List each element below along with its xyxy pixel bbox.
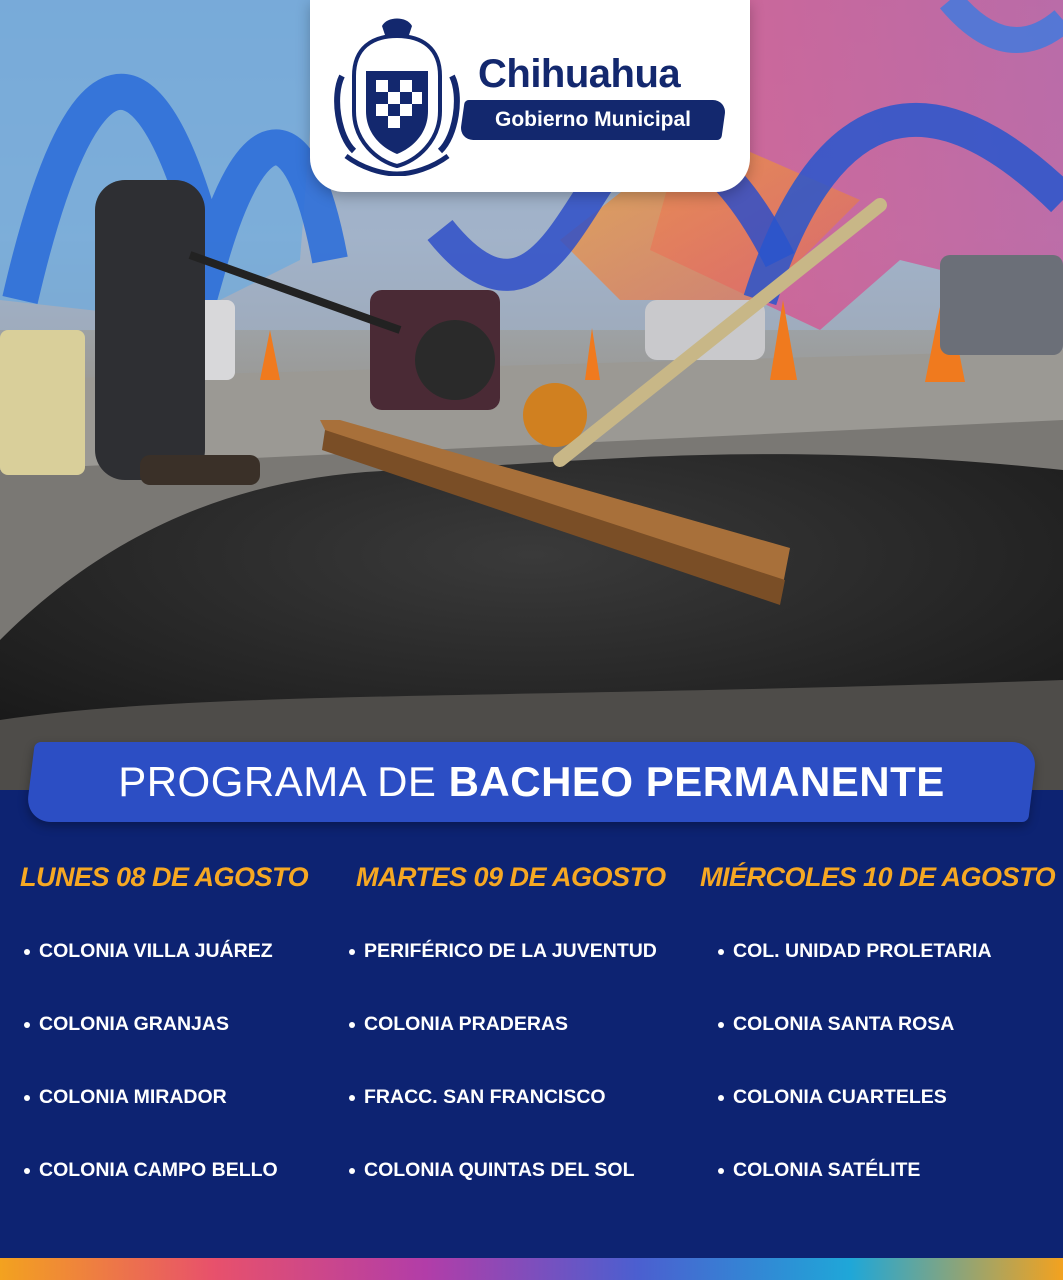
- brand-name: Chihuahua: [478, 52, 681, 96]
- list-item: COLONIA VILLA JUÁREZ: [24, 940, 278, 1013]
- brand-subtitle: Gobierno Municipal: [494, 108, 691, 131]
- brand-subtitle-badge: [459, 100, 727, 140]
- list-item: COLONIA QUINTAS DEL SOL: [349, 1159, 657, 1232]
- rainbow-footer-stripe: [0, 1258, 1063, 1280]
- list-item: COLONIA MIRADOR: [24, 1086, 278, 1159]
- fuel-canister: [0, 330, 85, 475]
- schedule-column-tuesday: [356, 862, 666, 1181]
- coat-of-arms-icon: [332, 16, 462, 176]
- day-heading: MIÉRCOLES 10 DE AGOSTO: [700, 862, 1056, 892]
- list-item: COL. UNIDAD PROLETARIA: [718, 940, 992, 1013]
- schedule-column-wednesday: [700, 862, 1056, 1181]
- traffic-cone: [260, 330, 280, 380]
- location-list: [349, 940, 657, 1232]
- day-heading: LUNES 08 DE AGOSTO: [20, 862, 309, 892]
- banner-title: [30, 742, 1033, 822]
- parked-truck: [940, 255, 1063, 355]
- traffic-cone: [585, 328, 600, 380]
- location-list: [718, 940, 992, 1232]
- location-list: [24, 940, 278, 1232]
- list-item: COLONIA CAMPO BELLO: [24, 1159, 278, 1232]
- banner-title-light: PROGRAMA DE: [118, 758, 437, 805]
- list-item: FRACC. SAN FRANCISCO: [349, 1086, 657, 1159]
- worker-figure: [95, 180, 205, 480]
- list-item: COLONIA SATÉLITE: [718, 1159, 992, 1232]
- list-item: COLONIA SANTA ROSA: [718, 1013, 992, 1086]
- municipal-logo-card: [310, 0, 750, 192]
- list-item: PERIFÉRICO DE LA JUVENTUD: [349, 940, 657, 1013]
- list-item: COLONIA GRANJAS: [24, 1013, 278, 1086]
- list-item: COLONIA PRADERAS: [349, 1013, 657, 1086]
- list-item: COLONIA CUARTELES: [718, 1086, 992, 1159]
- banner-title-bold: BACHEO PERMANENTE: [448, 758, 945, 805]
- schedule-column-monday: [20, 862, 309, 1181]
- day-heading: MARTES 09 DE AGOSTO: [356, 862, 666, 892]
- program-banner: [30, 742, 1033, 822]
